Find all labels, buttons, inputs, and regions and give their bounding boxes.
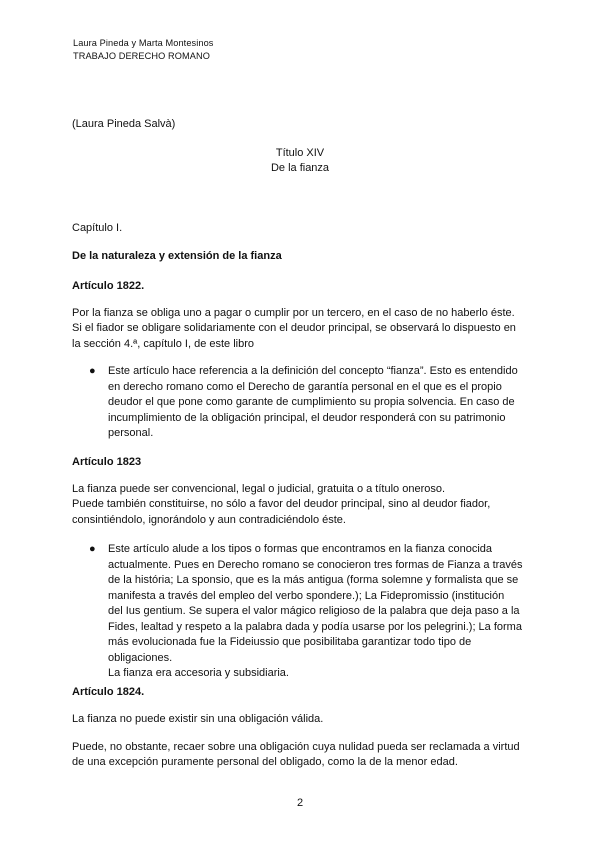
article-1823-comment: [108, 542, 536, 682]
article-1823-text: [72, 482, 528, 528]
comment-line: más evolucionada fue la Fideiussio que posibilitaba garantizar todo tipo de: [108, 636, 472, 648]
comment-line: Este artículo hace referencia a la definición del concepto “fianza”. Esto es entendido: [108, 365, 518, 377]
section-heading: De la naturaleza y extensión de la fianza: [72, 250, 282, 262]
bullet-icon: ●: [89, 543, 96, 555]
comment-line: Este artículo alude a los tipos o formas que encontramos en la fianza conocida: [108, 543, 493, 555]
comment-line: de la história; La sponsio, que es la más antigua (forma solemne y formalista que se: [108, 574, 519, 586]
article-1823-heading: Artículo 1823: [72, 456, 142, 468]
comment-line: personal.: [108, 427, 154, 439]
article-1824-paragraph-2: [72, 740, 528, 771]
article-1822-heading: Artículo 1822.: [72, 280, 145, 292]
comment-line: en derecho romano como el Derecho de garantía personal en el que es el propio: [108, 380, 502, 393]
text-line: consintiéndolo, ignorándolo y aun contradiciéndolo éste.: [72, 513, 346, 526]
comment-line: actualmente. Pues en Derecho romano se conocieron tres formas de Fianza a través: [108, 558, 523, 571]
title-line-1: Título XIV: [275, 147, 325, 159]
text-line: de una excepción puramente personal del obligado, como la de la menor edad.: [72, 756, 458, 769]
title-line-2: De la fianza: [270, 162, 330, 174]
article-1824-paragraph-1: La fianza no puede existir sin una obligación válida.: [72, 713, 324, 725]
comment-line: manifesta a través del empleo del verbo spondere.); La Fidepromissio (institución: [108, 589, 505, 602]
header-course: TRABAJO DERECHO ROMANO: [73, 51, 210, 61]
text-line: la sección 4.ª, capítulo I, de este libro: [72, 337, 255, 350]
text-line: Puede también constituirse, no sólo a favor del deudor principal, sino al deudor fiador,: [72, 498, 491, 511]
text-line: Si el fiador se obligare solidariamente con el deudor principal, se observará lo dispuesto en: [72, 322, 516, 335]
comment-line: La fianza era accesoria y subsidiaria.: [108, 667, 289, 679]
article-1822-comment: [108, 364, 536, 442]
comment-line: obligaciones.: [108, 651, 173, 664]
page-number: 2: [296, 797, 304, 809]
header-authors: Laura Pineda y Marta Montesinos: [73, 38, 214, 48]
text-line: Puede, no obstante, recaer sobre una obligación cuya nulidad pueda ser reclamada a virtud: [72, 741, 520, 753]
author-note: (Laura Pineda Salvà): [72, 118, 176, 130]
bullet-icon: ●: [89, 365, 96, 377]
comment-line: Fides, lealtad y respeto a la palabra dada y podía usarse por los pelegrini.); La forma: [108, 620, 522, 633]
comment-line: del Ius gentium. Se supera el valor mágico religioso de la palabra que deja paso a la: [108, 605, 520, 617]
article-1824-heading: Artículo 1824.: [72, 686, 145, 698]
comment-line: deudor el que pone como garante de cumplimiento su propia solvencia. En caso de: [108, 396, 515, 408]
article-1822-text: [72, 306, 528, 352]
chapter-label: Capítulo I.: [72, 222, 123, 234]
text-line: Por la fianza se obliga uno a pagar o cumplir por un tercero, en el caso de no haberlo éste.: [72, 307, 515, 319]
text-line: La fianza puede ser convencional, legal o judicial, gratuita o a título oneroso.: [72, 483, 446, 495]
comment-line: incumplimiento de la obligación principal, el deudor responderá con su patrimonio: [108, 411, 506, 424]
